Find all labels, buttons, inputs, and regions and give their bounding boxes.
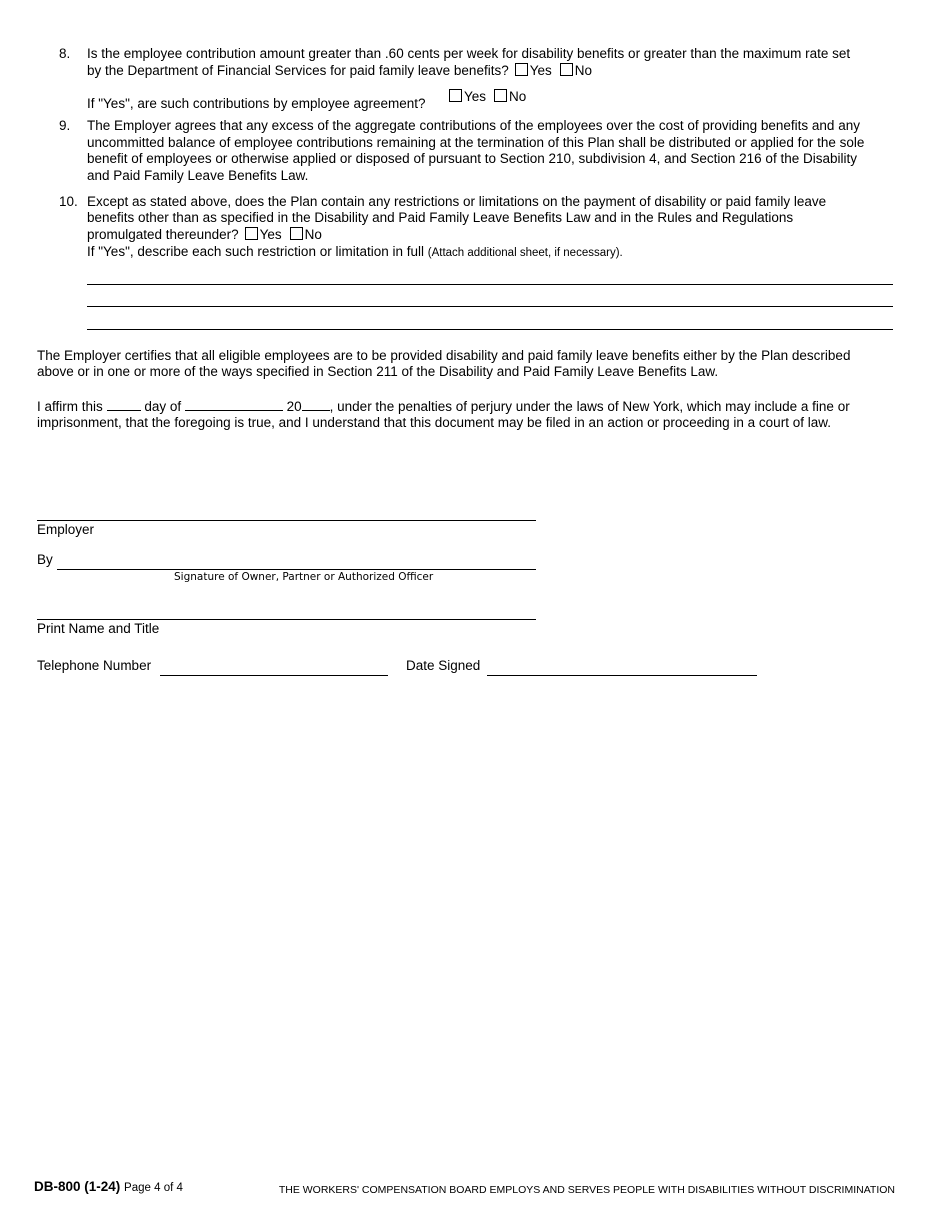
- q8-sub-options: [443, 89, 526, 106]
- q10-no-label: No: [304, 227, 322, 242]
- q10-line-3: promulgated thereunder?: [87, 227, 239, 242]
- q8-text-line2: by the Department of Financial Services for paid family leave benefits?: [87, 63, 509, 78]
- q10-describe-note: (Attach additional sheet, if necessary).: [427, 247, 623, 259]
- affirm-day-blank[interactable]: [107, 398, 141, 411]
- signature-line[interactable]: [57, 569, 536, 570]
- affirm-text-4: , under the penalties of perjury under the laws of New York, which may include a fine or: [329, 399, 850, 414]
- q9-number: 9.: [59, 118, 71, 133]
- q10-answer-line-1[interactable]: [87, 284, 893, 285]
- q8-sub-yes-label: Yes: [464, 89, 487, 104]
- q8-number: 8.: [59, 46, 71, 61]
- print-name-line[interactable]: [37, 619, 536, 620]
- footer-form-info: [34, 1179, 183, 1197]
- q8-yes-label: Yes: [529, 63, 552, 78]
- affirm-line-2: imprisonment, that the foregoing is true, and I understand that this document may be filed in an action or proceeding in a court of law.: [37, 415, 831, 430]
- q8-yes-checkbox[interactable]: [515, 63, 528, 76]
- q8-text-line1: Is the employee contribution amount greater than .60 cents per week for disability benefits or greater than the maximum rate set: [87, 46, 851, 61]
- q8-sub-no-checkbox[interactable]: [494, 89, 507, 102]
- affirm-month-blank[interactable]: [185, 398, 283, 411]
- q10-answer-line-2[interactable]: [87, 306, 893, 307]
- q9-line-4: and Paid Family Leave Benefits Law.: [87, 168, 309, 183]
- telephone-label: Telephone Number: [37, 658, 152, 673]
- q8-no-checkbox[interactable]: [560, 63, 573, 76]
- footer-page: Page 4 of 4: [124, 1182, 183, 1194]
- date-signed-label: Date Signed: [406, 658, 481, 673]
- certify-line-2: above or in one or more of the ways specified in Section 211 of the Disability and Paid Family Leave Benefits Law.: [37, 364, 719, 379]
- q10-describe: [87, 244, 623, 262]
- q8-no-label: No: [574, 63, 593, 78]
- q8-sub-text: If "Yes", are such contributions by employee agreement?: [87, 96, 426, 111]
- footer-form-id: DB-800 (1-24): [34, 1179, 121, 1194]
- telephone-line[interactable]: [160, 675, 388, 676]
- q8-sub-yes-checkbox[interactable]: [449, 89, 462, 102]
- by-label: By: [37, 552, 53, 567]
- signature-caption: Signature of Owner, Partner or Authorized Officer: [174, 571, 434, 583]
- affirm-text-1: I affirm this: [37, 399, 103, 414]
- q9-line-1: The Employer agrees that any excess of the aggregate contributions of the employees over the cost of providing benefits and any: [87, 118, 860, 133]
- affirm-text-2: day of: [144, 399, 182, 414]
- q9-line-3: benefit of employees or otherwise applied or disposed of pursuant to Section 210, subdivision 4, and Section 216 of the Disability: [87, 151, 857, 166]
- q10-line-1: Except as stated above, does the Plan contain any restrictions or limitations on the payment of disability or paid family leave: [87, 194, 827, 209]
- q10-yes-checkbox[interactable]: [245, 227, 258, 240]
- affirm-text-3: 20: [286, 399, 302, 414]
- q10-answer-line-3[interactable]: [87, 329, 893, 330]
- q9-line-2: uncommitted balance of employee contributions remaining at the termination of this Plan shall be distributed or applied for the sole: [87, 135, 865, 150]
- print-name-label: Print Name and Title: [37, 621, 160, 636]
- affirm-year-blank[interactable]: [302, 398, 330, 411]
- q10-describe-text: If "Yes", describe each such restriction or limitation in full: [87, 244, 424, 259]
- footer-notice: THE WORKERS' COMPENSATION BOARD EMPLOYS AND SERVES PEOPLE WITH DISABILITIES WITHOUT DISCRIMINATION: [278, 1184, 895, 1196]
- affirm-line-1: [37, 398, 850, 416]
- date-signed-line[interactable]: [487, 675, 757, 676]
- q8-question-row: [87, 63, 592, 80]
- employer-label: Employer: [37, 522, 95, 537]
- q10-no-checkbox[interactable]: [290, 227, 303, 240]
- q10-line-2: benefits other than as specified in the Disability and Paid Family Leave Benefits Law and in the Rules and Regulations: [87, 210, 794, 225]
- q10-yes-label: Yes: [259, 227, 282, 242]
- employer-line[interactable]: [37, 520, 536, 521]
- q10-question-row: [87, 227, 322, 244]
- certify-line-1: The Employer certifies that all eligible employees are to be provided disability and paid family leave benefits either by the Plan described: [37, 348, 851, 363]
- q10-number: 10.: [59, 194, 78, 209]
- q8-sub-no-label: No: [509, 89, 527, 104]
